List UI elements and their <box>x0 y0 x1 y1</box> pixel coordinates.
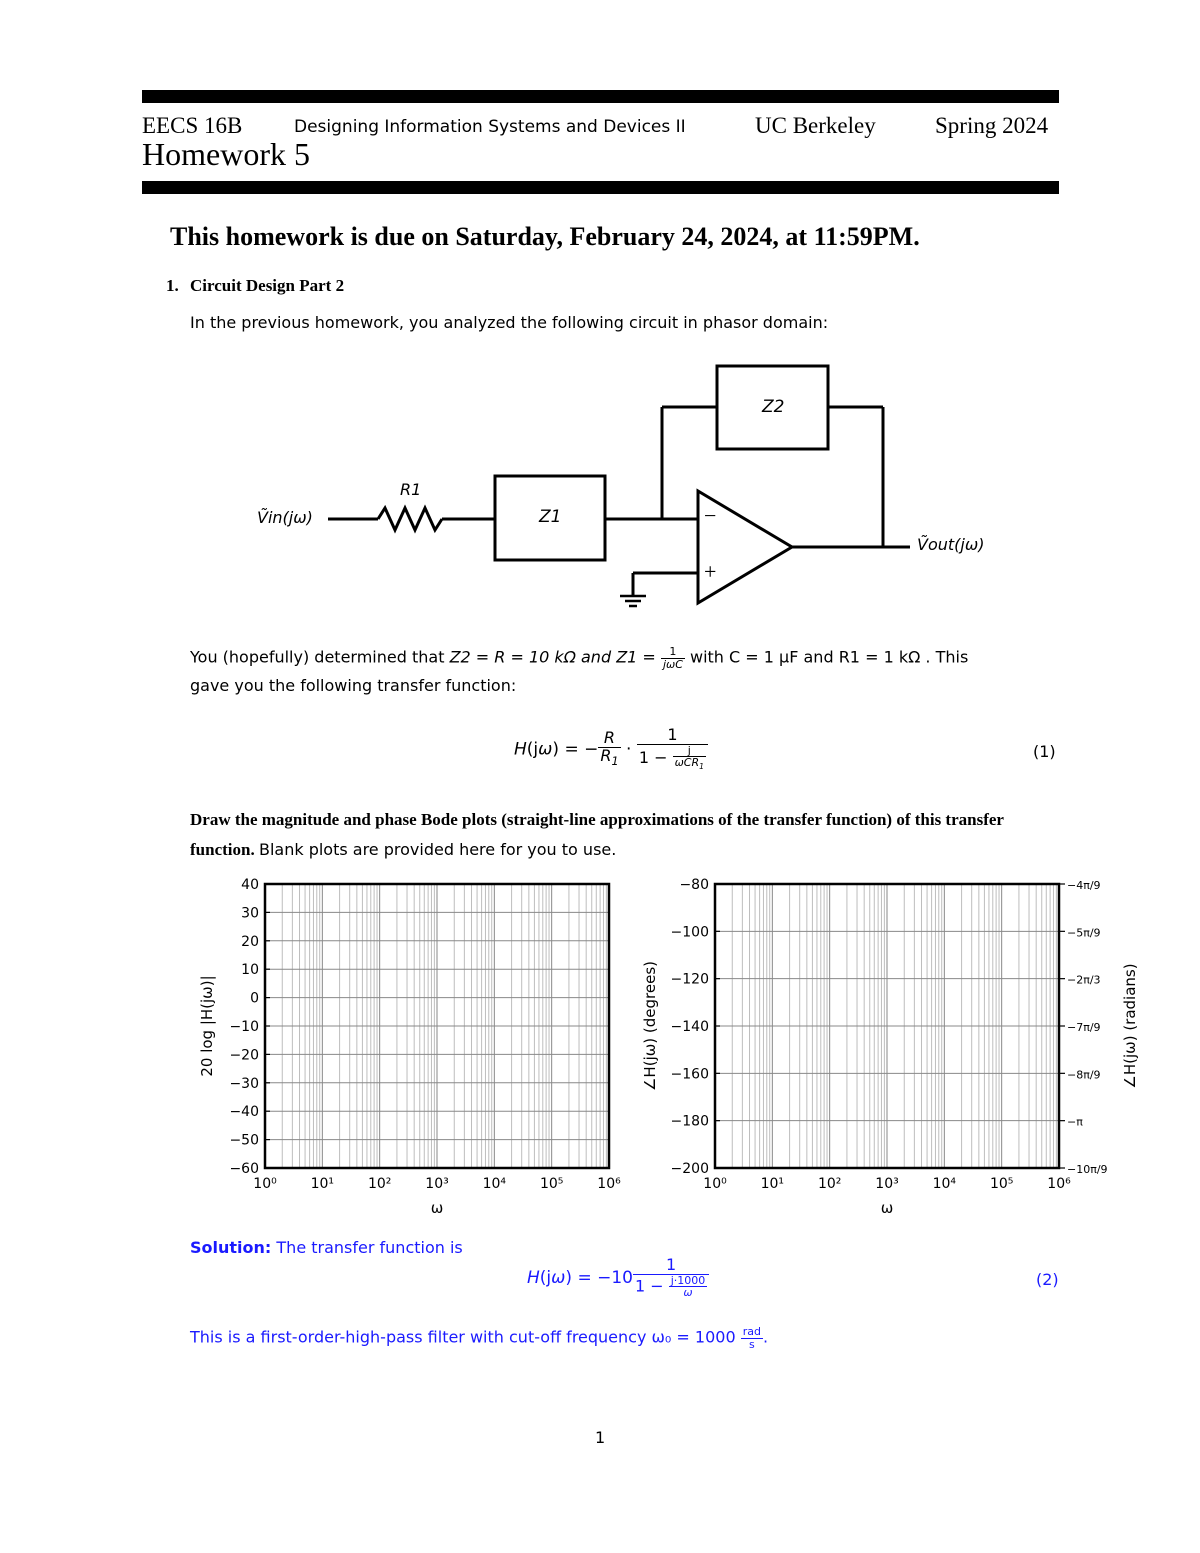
y-axis-label: 20 log |H(jω)| <box>198 975 216 1077</box>
y2-tick-label: −7π/9 <box>1067 1021 1101 1034</box>
y2-axis-label: ∠H(jω) (radians) <box>1121 963 1139 1089</box>
y-tick-label: 40 <box>241 877 259 893</box>
header-top-rule <box>142 90 1059 103</box>
y-tick-label: −120 <box>670 971 709 988</box>
y-tick-label: −40 <box>229 1104 259 1121</box>
x-tick-label: 10³ <box>425 1176 449 1192</box>
x-tick-label: 10² <box>367 1176 392 1192</box>
x-axis-label: ω <box>880 1199 894 1217</box>
solution-conclusion: This is a first-order-high-pass filter with cut-off frequency ω₀ = 1000 $\frac{\text{rad}}{s}$ . <box>190 1325 769 1351</box>
problem-number: 1. <box>166 276 179 295</box>
header-bottom-rule <box>142 181 1059 194</box>
task-text <box>190 805 1060 865</box>
vin-label: Ṽin(jω) <box>257 508 313 527</box>
school-name: UC Berkeley <box>755 113 876 138</box>
y-tick-label: −10 <box>229 1019 259 1035</box>
noninverting-input-sign: + <box>704 559 717 584</box>
y-tick-label: 30 <box>241 905 259 922</box>
y-tick-label: −160 <box>670 1066 709 1083</box>
given-prefix: You (hopefully) determined that <box>190 647 445 667</box>
task-rest: Blank plots are provided here for you to use. <box>258 840 617 859</box>
y-tick-label: −140 <box>670 1019 709 1035</box>
given-line-2: gave you the following transfer function: <box>190 676 517 695</box>
x-tick-label: 10⁵ <box>989 1176 1014 1192</box>
z1-fraction: $\frac{1}{\text{jωC}}$ <box>662 645 683 671</box>
x-tick-label: 10⁴ <box>482 1176 507 1192</box>
y2-tick-label: −10π/9 <box>1067 1163 1108 1176</box>
x-tick-label: 10² <box>817 1176 842 1192</box>
solution-line <box>190 1238 463 1257</box>
bode-plots <box>0 860 1200 1220</box>
y2-tick-label: −5π/9 <box>1067 926 1101 940</box>
page-number: 1 <box>595 1428 606 1447</box>
given-line-1 <box>190 646 968 670</box>
y-tick-label: −50 <box>229 1132 259 1149</box>
r1-resistor <box>378 508 442 530</box>
task-bold: Draw the magnitude and phase Bode plots (straight-line approximations of the transfer function) of this transfer function. <box>190 810 1004 859</box>
due-line: This homework is due on Saturday, February 24, 2024, at 11:59PM. <box>170 222 920 251</box>
x-tick-label: 10¹ <box>760 1176 785 1192</box>
course-code: EECS 16B <box>142 113 243 138</box>
y-tick-label: −100 <box>670 924 709 941</box>
y-tick-label: −80 <box>679 877 709 893</box>
y-tick-label: −60 <box>229 1161 259 1177</box>
solution-label: Solution: <box>190 1238 272 1257</box>
problem-intro: In the previous homework, you analyzed the following circuit in phasor domain: <box>190 313 829 332</box>
rad-per-s-unit: $\frac{\text{rad}}{s}$ <box>742 1325 761 1351</box>
y2-tick-label: −π <box>1067 1115 1083 1129</box>
x-tick-label: 10⁶ <box>597 1176 621 1192</box>
x-tick-label: 10⁵ <box>539 1176 564 1192</box>
y2-tick-label: −8π/9 <box>1067 1068 1101 1082</box>
y2-tick-label: −4π/9 <box>1067 879 1101 892</box>
equation-1: H(jω) = − $\frac{R}{R_1}$ · 1 1 − $\frac{j}{\omega CR_1}$ <box>514 727 708 772</box>
y-tick-label: −20 <box>229 1047 259 1064</box>
conclusion-text: This is a first-order-high-pass filter with cut-off frequency ω₀ = 1000 <box>190 1327 736 1347</box>
r1-label: R1 <box>400 480 422 499</box>
y-tick-label: −30 <box>229 1075 259 1092</box>
y-tick-label: −200 <box>670 1161 709 1177</box>
y-axis-label: ∠H(jω) (degrees) <box>641 960 659 1092</box>
x-tick-label: 10⁴ <box>932 1176 957 1192</box>
inverting-input-sign: − <box>704 503 717 528</box>
y-tick-label: 0 <box>250 990 259 1007</box>
given-rest: with C = 1 µF and R1 = 1 kΩ . This <box>689 647 969 667</box>
given-z2: Z2 = R = 10 kΩ and <box>449 647 612 667</box>
x-tick-label: 10³ <box>875 1176 899 1192</box>
z1-label: Z1 <box>539 507 562 527</box>
x-tick-label: 10⁰ <box>253 1176 277 1192</box>
equation-1-number: (1) <box>1033 742 1056 761</box>
y-tick-label: −180 <box>670 1113 709 1130</box>
course-title: Designing Information Systems and Devices II <box>294 117 686 137</box>
doc-title: Homework 5 <box>142 136 310 172</box>
y-tick-label: 10 <box>241 962 259 979</box>
ground-icon <box>620 596 646 606</box>
z2-label: Z2 <box>762 397 785 417</box>
x-tick-label: 10⁶ <box>1047 1176 1071 1192</box>
circuit-diagram <box>240 355 1020 615</box>
x-tick-label: 10⁰ <box>703 1176 727 1192</box>
problem-title: Circuit Design Part 2 <box>190 276 345 295</box>
y2-tick-label: −2π/3 <box>1067 973 1101 987</box>
equation-2-number: (2) <box>1036 1270 1059 1289</box>
equation-2: H(jω) = −10 1 1 − $\frac{j\cdot 1000}{\omega}$ <box>527 1257 709 1299</box>
solution-text: The transfer function is <box>276 1238 463 1257</box>
y-tick-label: 20 <box>241 933 259 950</box>
vout-label: Ṽout(jω) <box>917 535 985 554</box>
given-z1: Z1 = <box>616 647 656 667</box>
term: Spring 2024 <box>935 113 1049 138</box>
x-axis-label: ω <box>430 1199 444 1217</box>
x-tick-label: 10¹ <box>310 1176 335 1192</box>
